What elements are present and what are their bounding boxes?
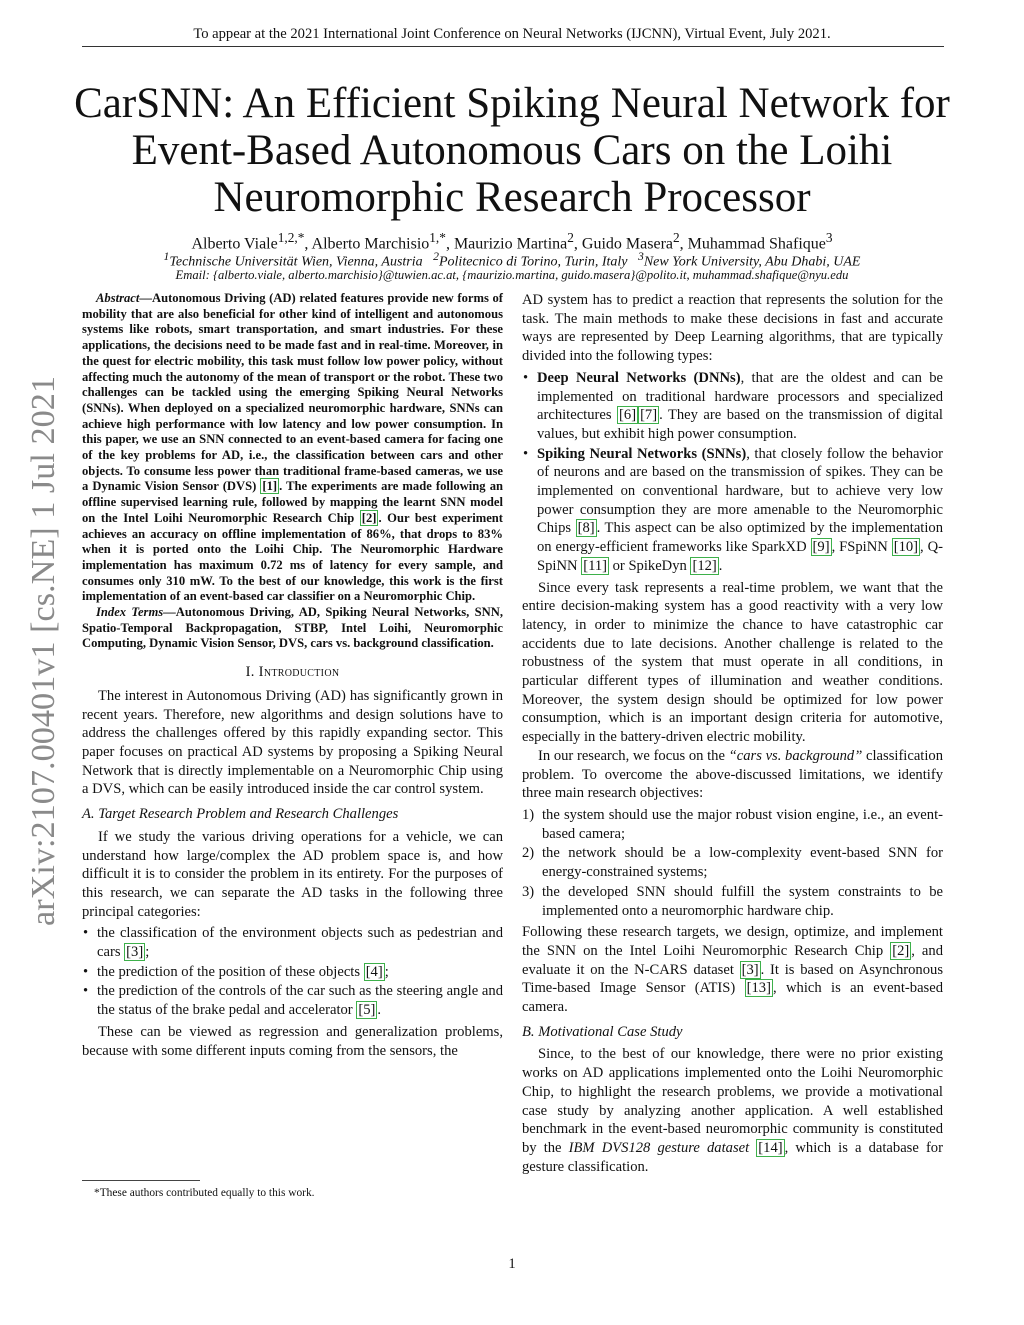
author-sup: 3 bbox=[825, 230, 833, 245]
term-bold: Deep Neural Networks (DNNs) bbox=[537, 369, 741, 386]
paragraph: Since every task represents a real-time problem, we want that the entire decision-making system has a good reactivity with a very low latency, in order to minimize the chance to have catastrophic car accidents due to late decisions. Another challenge is related to the robustness of the system that must operate in all conditions, in particular different types of illumination and weather conditions. Moreover, the system design should be optimized for low power consumption, which is an important design criteria for automotive, especially in the battery-driven electric mobility. bbox=[522, 579, 943, 746]
term-bold: Spiking Neural Networks (SNNs) bbox=[537, 445, 747, 462]
paragraph-text: , and evaluate it on the N-CARS dataset bbox=[522, 942, 944, 978]
paragraph-text: classification problem. To overcome the above-discussed limitations, we identify three main research objectives: bbox=[522, 747, 944, 802]
index-terms-text: —Autonomous Driving, AD, Spiking Neural Networks, SNN, Spatio-Temporal Backpropagation, STBP, Intel Loihi, Neuromorphic Computing, Dynamic Vision Sensor, DVS, cars vs. background classification. bbox=[82, 605, 503, 651]
list-number: 1) bbox=[522, 806, 535, 823]
arxiv-stamp-svg bbox=[8, 370, 68, 930]
paragraph: The interest in Autonomous Driving (AD) has significantly grown in recent years. Therefore, new algorithms and design solutions have to address the challenges offered by this rapidly expanding sector. This paper focuses on practical AD systems by proposing a Spiking Neural Network that is directly implementable on a Neuromorphic Chip using a DVS, which can be easily introduced inside the car control system. bbox=[82, 687, 503, 798]
list-item-text: the developed SNN should fulfill the system constraints to be implemented onto a neuromorphic hardware chip. bbox=[542, 883, 943, 919]
right-column bbox=[522, 291, 943, 1176]
list-item-tail: ; bbox=[145, 944, 150, 961]
list-item-text: , that closely follow the behavior of neurons and are based on the transmission of spikes. They can be implemented on conventional hardware, but to achieve very low power consumption they are more amenable to the Neuromorphic Chips bbox=[537, 445, 943, 537]
list-item-text: or SpikeDyn bbox=[608, 557, 691, 574]
list-item bbox=[522, 369, 943, 444]
list-item bbox=[82, 963, 503, 982]
network-type-list bbox=[522, 369, 943, 576]
list-item bbox=[82, 924, 503, 961]
citation-link[interactable]: [10] bbox=[893, 539, 919, 556]
paragraph: AD system has to predict a reaction that represents the solution for the task. The main methods to make these decisions in fast and accurate ways are represented by Deep Learning algorithms, that are typically divided into the following types: bbox=[522, 292, 943, 365]
conference-header: To appear at the 2021 International Joint Conference on Neural Networks (IJCNN), Virtual Event, July 2021. bbox=[193, 26, 831, 42]
citation-link[interactable]: [1] bbox=[262, 479, 278, 494]
paragraph-text: Since, to the best of our knowledge, there were no prior existing works on AD applications implemented onto the Loihi Neuromorphic Chip, to highlight the research problems, we provide a motivational case study by analyzing another application. A well established benchmark in the event-based neuromorphic community is constituted by the bbox=[522, 1046, 943, 1156]
citation-link[interactable]: [3] bbox=[741, 961, 759, 978]
author-sup: 1,* bbox=[429, 230, 446, 245]
title-line: Event-Based Autonomous Cars on the Loihi bbox=[131, 127, 893, 174]
affiliation: Politecnico di Torino, Turin, Italy bbox=[438, 254, 628, 270]
arxiv-stamp bbox=[8, 370, 68, 930]
affil-sup: 2 bbox=[433, 250, 439, 263]
author-name: Guido Masera bbox=[581, 235, 673, 253]
citation-link[interactable]: [12] bbox=[692, 557, 717, 574]
title-line: Neuromorphic Research Processor bbox=[213, 174, 811, 221]
list-item bbox=[522, 883, 943, 920]
author-name: Alberto Viale bbox=[191, 235, 278, 253]
list-item-text: the network should be a low-complexity event-based SNN for energy-constrained systems; bbox=[542, 845, 943, 881]
left-column bbox=[82, 291, 503, 1060]
paragraph bbox=[522, 923, 943, 1017]
citation-link[interactable]: [2] bbox=[361, 510, 377, 525]
arxiv-id: arXiv:2107.00401v1 [cs.NE] 1 Jul 2021 bbox=[25, 380, 62, 926]
footnote-rule bbox=[82, 1180, 200, 1181]
list-item-text: , that are the oldest and can be implemented on traditional hardware processors and specialized architectures bbox=[537, 369, 943, 424]
author-name: Alberto Marchisio bbox=[311, 235, 430, 253]
abstract-text: . The experiments are made following an offline supervised learning rule, followed by mapping the learnt SNN model on the Intel Loihi Neuromorphic Research Chip bbox=[82, 479, 503, 525]
paragraph bbox=[522, 747, 943, 803]
citation-link[interactable]: [7] bbox=[640, 407, 658, 424]
affiliation: Technische Universität Wien, Vienna, Austria bbox=[169, 254, 423, 270]
list-item bbox=[82, 982, 503, 1019]
emphasis: IBM DVS128 gesture dataset bbox=[568, 1139, 750, 1156]
list-item-tail: ; bbox=[384, 963, 389, 980]
index-terms bbox=[82, 605, 503, 652]
subsection-heading: B. Motivational Case Study bbox=[522, 1023, 683, 1040]
title-line: CarSNN: An Efficient Spiking Neural Network for bbox=[74, 80, 950, 127]
footnote: *These authors contributed equally to this work. bbox=[94, 1187, 315, 1199]
section-heading: I. Introduction bbox=[245, 664, 340, 681]
list-item-text: . This aspect can be also optimized by the implementation on energy-efficient frameworks like SparkXD bbox=[537, 520, 943, 556]
citation-link[interactable]: [2] bbox=[892, 942, 910, 959]
paragraph-text: , which is an event-based camera. bbox=[522, 980, 943, 1016]
list-item-tail: . bbox=[377, 1002, 382, 1019]
citation-link[interactable]: [9] bbox=[812, 539, 830, 556]
author-sup: 2 bbox=[567, 230, 574, 245]
author-sup: 2 bbox=[673, 230, 680, 245]
paragraph-text: In our research, we focus on the bbox=[538, 747, 729, 764]
citation-link[interactable]: [3] bbox=[126, 944, 144, 961]
paragraph bbox=[522, 1045, 943, 1176]
affil-sup: 3 bbox=[637, 250, 644, 263]
list-item bbox=[522, 445, 943, 576]
citation-link[interactable]: [5] bbox=[358, 1002, 376, 1019]
citation-link[interactable]: [11] bbox=[583, 557, 607, 574]
email-line: Email: {alberto.viale, alberto.marchisio}@tuwien.ac.at, {maurizio.martina, guido.masera}@polito.it, muhammad.shafique@nyu.edu bbox=[175, 268, 849, 282]
paragraph-text: . It is based on Asynchronous Time-based Image Sensor (ATIS) bbox=[522, 961, 944, 997]
citation-link[interactable]: [14] bbox=[758, 1139, 783, 1156]
header-rule bbox=[82, 46, 944, 47]
list-item-text: . bbox=[718, 557, 723, 574]
list-number: 2) bbox=[522, 845, 535, 862]
list-item bbox=[522, 844, 943, 881]
author-name: Muhammad Shafique bbox=[687, 235, 826, 253]
citation-link[interactable]: [6] bbox=[619, 407, 637, 424]
page-number: 1 bbox=[508, 1256, 516, 1272]
author-name: Maurizio Martina bbox=[453, 235, 568, 253]
category-list bbox=[82, 924, 503, 1020]
paragraph-text: , which is a database for gesture classification. bbox=[522, 1139, 943, 1175]
list-item-text: , FSpiNN bbox=[831, 539, 892, 556]
paragraph: These can be viewed as regression and generalization problems, because with some different inputs coming from the sensors, the bbox=[82, 1023, 503, 1059]
citation-link[interactable]: [8] bbox=[577, 520, 595, 537]
list-item-text: the prediction of the controls of the car such as the steering angle and the status of the brake pedal and accelerator bbox=[97, 983, 503, 1019]
abstract bbox=[82, 291, 503, 605]
index-terms-label: Index Terms bbox=[96, 605, 164, 620]
list-number: 3) bbox=[522, 883, 535, 900]
citation-link[interactable]: [4] bbox=[365, 963, 383, 980]
list-item-text: . They are based on the transmission of digital values, but exhibit high power consumption. bbox=[537, 407, 943, 442]
author-sup: 1,2,* bbox=[277, 230, 305, 245]
list-item-text: the system should use the major robust vision engine, i.e., an event-based camera; bbox=[542, 806, 943, 842]
abstract-text: . Our best experiment achieves an accuracy on offline implementation of 86%, that drops to 83% when it is ported onto the Loihi Chip. The Neuromorphic Hardware implementation has maximum 0.72 ms of latency for every sample, and consumes only 310 mW. To the best of our knowledge, this work is the first implementation of an event-based car classifier on a Neuromorphic Chip. bbox=[82, 510, 503, 604]
list-item-text: the classification of the environment objects such as pedestrian and cars bbox=[97, 925, 503, 961]
citation-link[interactable]: [13] bbox=[746, 980, 771, 997]
paper-title bbox=[70, 80, 954, 221]
paragraph: If we study the various driving operations for a vehicle, we can understand how large/complex the AD problem space is, and how difficult it is to consider the problem in its entirety. For the purposes of this research, we can separate the AD tasks in the following three principal categories: bbox=[82, 828, 503, 920]
affil-sup: 1 bbox=[163, 250, 170, 263]
abstract-text: —Autonomous Driving (AD) related features provide new forms of mobility that are also beneficial for other kind of intelligent and autonomous systems like robots, smart transportation, and smart industries. For these applications, the decisions need to be made fast and in real-time. Moreover, in the quest for electric mobility, this task must follow low power policy, without affecting much the autonomy of the mean of transport or the robot. These two challenges can be tackled using the emerging Spiking Neural Networks (SNNs). When deployed on a specialized neuromorphic hardware, SNNs can achieve high performance with low latency and low power consumption. In this paper, we use an SNN connected to an event-based camera for facing one of the key problems for AD, i.e., the classification between cars and other objects. To consume less power than traditional frame-based cameras, we use a Dynamic Vision Sensor (DVS) bbox=[82, 291, 503, 494]
abstract-label: Abstract bbox=[96, 291, 140, 305]
author-list: Alberto Viale$^{1,2,*}$, Alberto Marchisio$^{1,*}$, Maurizio Martina$^2$, Guido Masera$^2$, Muhammad Shafique$^3$ bbox=[191, 230, 833, 253]
list-item bbox=[522, 806, 943, 843]
affiliation: New York University, Abu Dhabi, UAE bbox=[643, 254, 861, 270]
list-item-text: , Q-SpiNN bbox=[537, 539, 943, 574]
list-item-text: the prediction of the position of these objects bbox=[97, 963, 364, 980]
objectives-list bbox=[522, 806, 943, 920]
paragraph-text: Following these research targets, we design, optimize, and implement the SNN on the Intel Loihi Neuromorphic Research Chip bbox=[522, 924, 943, 959]
emphasis: “cars vs. background” bbox=[728, 747, 863, 764]
subsection-heading: A. Target Research Problem and Research Challenges bbox=[82, 806, 399, 823]
